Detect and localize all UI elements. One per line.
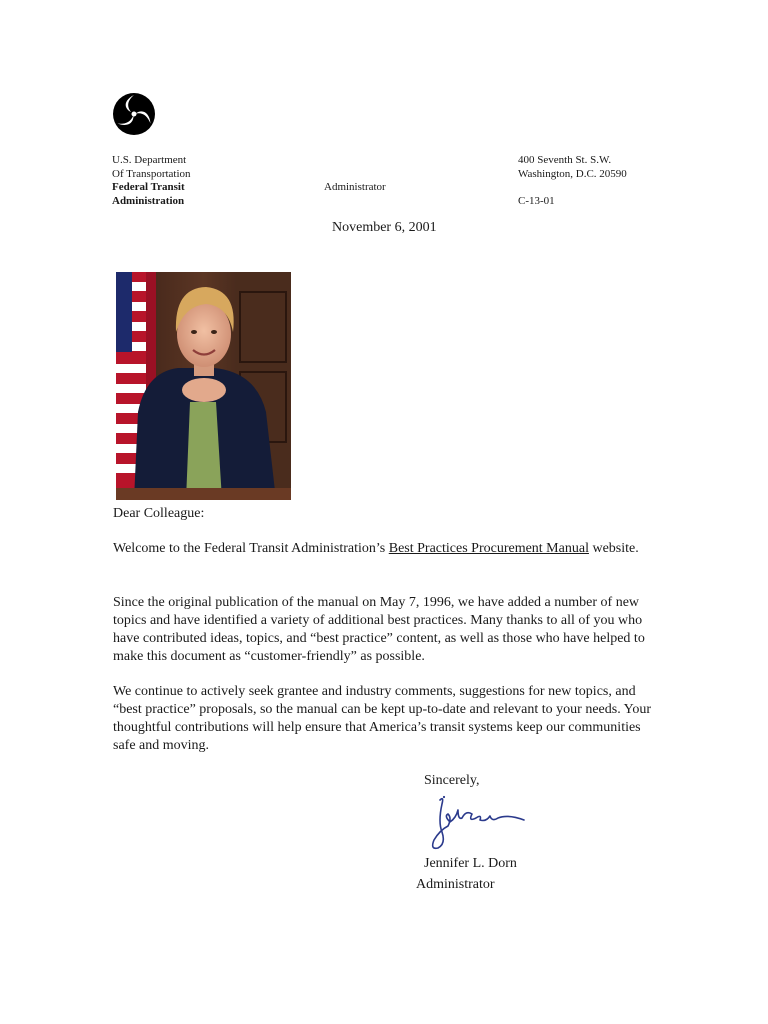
request-paragraph: We continue to actively seek grantee and industry comments, suggestions for new topics, and “best practice” proposals, so the manual can be kept up-to-date and relevant to your needs. Your thoughtful contributions will help ensure that America’s transit systems keep our communities safe and moving. <box>113 684 652 753</box>
dept-line-2: Of Transportation <box>112 167 191 180</box>
dept-line-1: U.S. Department <box>112 154 187 166</box>
reference-code: C-13-01 <box>518 194 555 207</box>
signer-name: Jennifer L. Dorn <box>424 856 517 871</box>
portrait-photo <box>116 272 291 500</box>
history-paragraph: Since the original publication of the manual on May 7, 1996, we have added a number of new topics and have identified a variety of additional best practices. Many thanks to all of you who have contributed ideas, topics, and “best practice” content, as well as those who have helped to make this document as “customer-friendly” as possible. <box>113 595 645 664</box>
letter-date: November 6, 2001 <box>332 220 437 235</box>
office-title: Administrator <box>324 181 386 193</box>
dot-logo-icon <box>112 92 156 136</box>
signer-title: Administrator <box>416 877 495 892</box>
intro-text-after: website. <box>588 541 639 556</box>
signature-icon <box>428 792 528 852</box>
intro-text-before: Welcome to the Federal Transit Administration’s <box>113 541 389 556</box>
manual-link[interactable]: Best Practices Procurement Manual <box>388 541 589 556</box>
address-line-1: 400 Seventh St. S.W. <box>518 154 612 166</box>
agency-line-2: Administration <box>112 194 185 207</box>
salutation: Dear Colleague: <box>113 506 205 521</box>
agency-line-1: Federal Transit <box>112 181 185 193</box>
intro-paragraph <box>113 540 658 558</box>
address-line-2: Washington, D.C. 20590 <box>518 167 627 180</box>
closing: Sincerely, <box>424 773 480 788</box>
